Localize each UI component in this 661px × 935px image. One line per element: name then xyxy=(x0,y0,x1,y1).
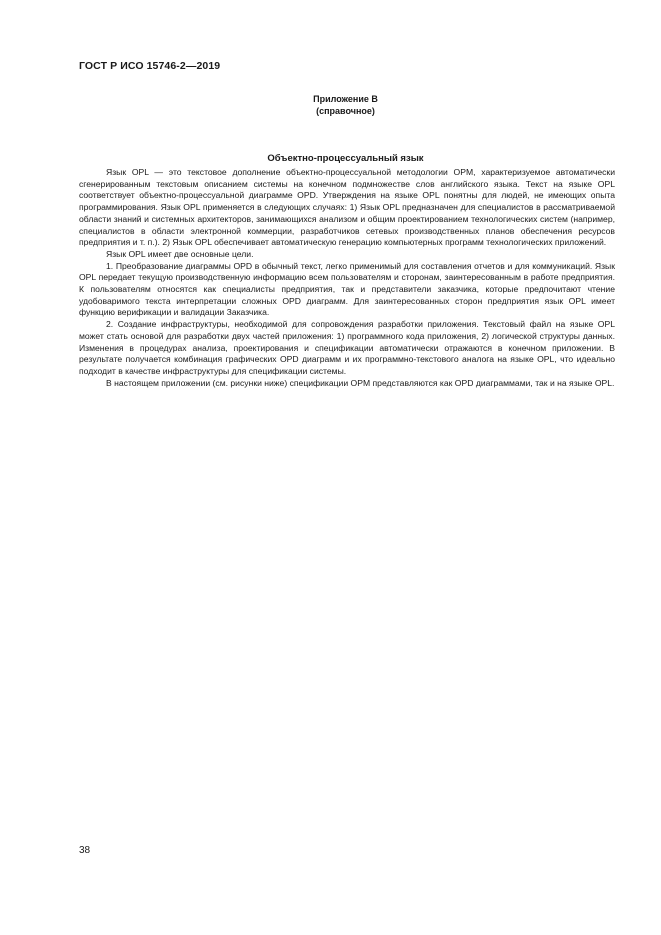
page-number: 38 xyxy=(79,845,91,856)
paragraph: Язык OPL — это текстовое дополнение объектно-процессуальной методологии OPM, характеризуемое автоматически сгенерированным текстовым описанием системы на конечном подмножестве слов английского языка. Текст на языке OPL соответствует объектно-процессуальной диаграмме OPD. Утверждения на языке OPL понятны для людей, не имеющих опыта программирования. Язык OPL применяется в следующих случаях: 1) Язык OPL предназначен для специалистов в рассматриваемой области знаний и системных архитекторов, занимающихся анализом и общим проектированием технологических систем (например, специалистов в области электронной коммерции, разработчиков сетевых производственных планов обеспечения ресурсов предприятия и т. п.). 2) Язык OPL обеспечивает автоматическую генерацию компьютерных программ технологических приложений. xyxy=(79,167,615,248)
appendix-title: Приложение В xyxy=(313,94,378,104)
paragraph: 1. Преобразование диаграммы OPD в обычный текст, легко применимый для составления отчетов и для коммуникаций. Язык OPL передает текущую производственную информацию всем пользователям и сторонам, заинтересованным в работе предприятия. К пользователям относятся как специалисты предприятия, так и представители заказчика, которые предпочитают чтение удобоваримого текста интерпретации сложных OPD диаграмм. Для заинтересованных сторон предприятия язык OPL имеет функцию верификации и валидации Заказчика. xyxy=(79,260,615,318)
paragraph: Язык OPL имеет две основные цели. xyxy=(106,248,254,259)
section-title: Объектно-процессуальный язык xyxy=(267,153,424,164)
document-header: ГОСТ Р ИСО 15746-2—2019 xyxy=(79,60,221,72)
body-text xyxy=(79,167,615,389)
appendix-subtitle: (справочное) xyxy=(316,106,375,116)
paragraph: В настоящем приложении (см. рисунки ниже) спецификации OPM представляются как OPD диаграммами, так и на языке OPL. xyxy=(106,377,615,388)
paragraph: 2. Создание инфраструктуры, необходимой для сопровождения разработки приложения. Текстовый файл на языке OPL может стать основой для разработки двух частей приложения: 1) программного кода приложения, 2) логической структуры данных. Изменения в процедурах анализа, проектирования и спецификации автоматически отражаются в конечном приложении. В результате получается комбинация графических OPD диаграмм и их программно-текстового аналога на языке OPL, что идеально подходит в качестве инфраструктуры для спецификации системы. xyxy=(79,319,615,376)
appendix-heading xyxy=(0,93,661,117)
